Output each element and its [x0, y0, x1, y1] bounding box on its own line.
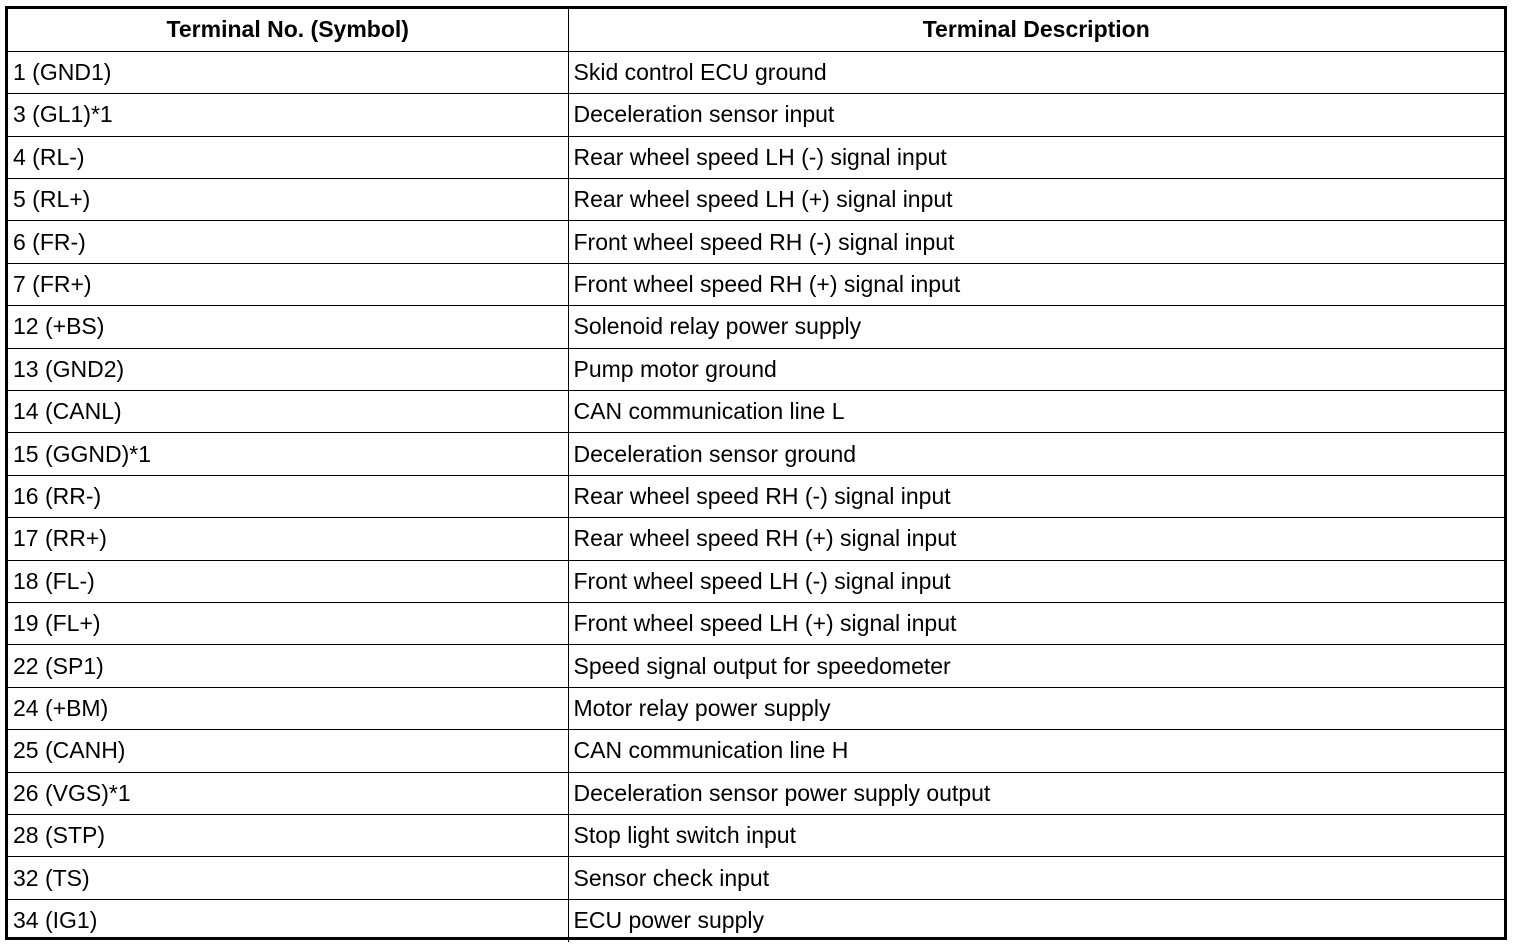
- terminal-symbol-cell: 17 (RR+): [8, 518, 568, 560]
- terminal-description-cell: Rear wheel speed RH (-) signal input: [568, 475, 1504, 517]
- table-row: [8, 221, 1504, 263]
- terminal-symbol-cell: 7 (FR+): [8, 263, 568, 305]
- terminal-symbol-cell: 34 (IG1): [8, 899, 568, 941]
- terminal-description-cell: Rear wheel speed LH (-) signal input: [568, 136, 1504, 178]
- terminal-symbol-cell: 22 (SP1): [8, 645, 568, 687]
- table-row: [8, 348, 1504, 390]
- table-row: [8, 518, 1504, 560]
- terminal-description-cell: Motor relay power supply: [568, 687, 1504, 729]
- table-row: [8, 475, 1504, 517]
- table-row: [8, 857, 1504, 899]
- table-row: [8, 179, 1504, 221]
- terminal-symbol-cell: 32 (TS): [8, 857, 568, 899]
- table-row: [8, 560, 1504, 602]
- terminal-description-cell: Speed signal output for speedometer: [568, 645, 1504, 687]
- terminal-symbol-cell: 24 (+BM): [8, 687, 568, 729]
- terminal-table-container: [5, 6, 1507, 940]
- terminal-description-cell: CAN communication line H: [568, 730, 1504, 772]
- terminal-symbol-cell: 4 (RL-): [8, 136, 568, 178]
- terminal-description-cell: Rear wheel speed LH (+) signal input: [568, 179, 1504, 221]
- terminal-description-cell: CAN communication line L: [568, 391, 1504, 433]
- terminal-description-cell: Front wheel speed LH (-) signal input: [568, 560, 1504, 602]
- table-row: [8, 433, 1504, 475]
- table-row: [8, 306, 1504, 348]
- terminal-description-cell: Front wheel speed RH (-) signal input: [568, 221, 1504, 263]
- terminal-table: [8, 9, 1504, 942]
- terminal-symbol-cell: 19 (FL+): [8, 602, 568, 644]
- table-row: [8, 899, 1504, 941]
- table-row: [8, 602, 1504, 644]
- terminal-symbol-cell: 16 (RR-): [8, 475, 568, 517]
- header-terminal-no: Terminal No. (Symbol): [8, 9, 568, 51]
- table-row: [8, 730, 1504, 772]
- terminal-symbol-cell: 13 (GND2): [8, 348, 568, 390]
- terminal-symbol-cell: 3 (GL1)*1: [8, 94, 568, 136]
- terminal-description-cell: Stop light switch input: [568, 814, 1504, 856]
- terminal-description-cell: Sensor check input: [568, 857, 1504, 899]
- table-row: [8, 94, 1504, 136]
- terminal-symbol-cell: 14 (CANL): [8, 391, 568, 433]
- terminal-description-cell: Front wheel speed RH (+) signal input: [568, 263, 1504, 305]
- header-terminal-description: Terminal Description: [568, 9, 1504, 51]
- table-header-row: [8, 9, 1504, 51]
- table-row: [8, 136, 1504, 178]
- terminal-description-cell: Pump motor ground: [568, 348, 1504, 390]
- terminal-symbol-cell: 25 (CANH): [8, 730, 568, 772]
- table-row: [8, 687, 1504, 729]
- table-body: [8, 51, 1504, 941]
- terminal-description-cell: Deceleration sensor power supply output: [568, 772, 1504, 814]
- terminal-symbol-cell: 12 (+BS): [8, 306, 568, 348]
- terminal-description-cell: ECU power supply: [568, 899, 1504, 941]
- table-row: [8, 814, 1504, 856]
- terminal-symbol-cell: 1 (GND1): [8, 51, 568, 93]
- terminal-description-cell: Rear wheel speed RH (+) signal input: [568, 518, 1504, 560]
- terminal-symbol-cell: 26 (VGS)*1: [8, 772, 568, 814]
- terminal-description-cell: Solenoid relay power supply: [568, 306, 1504, 348]
- table-row: [8, 772, 1504, 814]
- terminal-symbol-cell: 18 (FL-): [8, 560, 568, 602]
- terminal-description-cell: Front wheel speed LH (+) signal input: [568, 602, 1504, 644]
- terminal-description-cell: Deceleration sensor input: [568, 94, 1504, 136]
- terminal-symbol-cell: 15 (GGND)*1: [8, 433, 568, 475]
- table-row: [8, 51, 1504, 93]
- terminal-description-cell: Skid control ECU ground: [568, 51, 1504, 93]
- table-row: [8, 263, 1504, 305]
- terminal-symbol-cell: 6 (FR-): [8, 221, 568, 263]
- table-row: [8, 391, 1504, 433]
- table-row: [8, 645, 1504, 687]
- terminal-description-cell: Deceleration sensor ground: [568, 433, 1504, 475]
- terminal-symbol-cell: 28 (STP): [8, 814, 568, 856]
- terminal-symbol-cell: 5 (RL+): [8, 179, 568, 221]
